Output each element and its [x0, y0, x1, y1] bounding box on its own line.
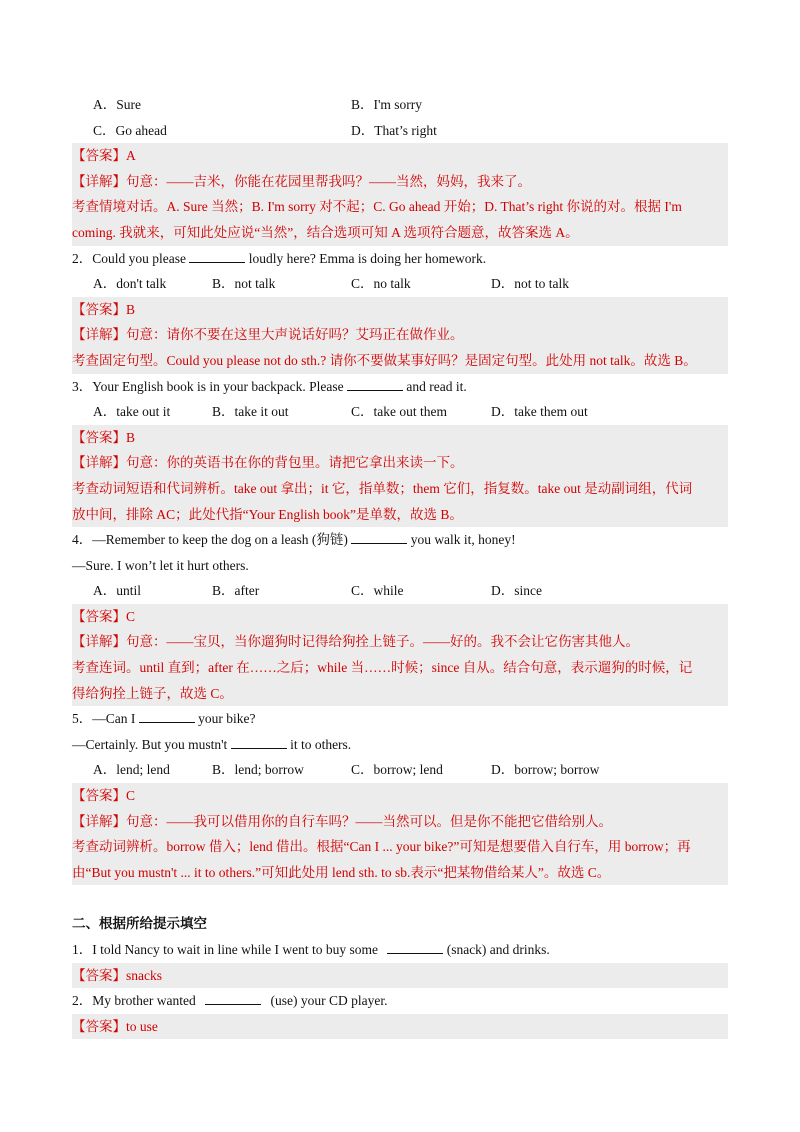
detail-line: 【详解】句意：请你不要在这里大声说话好吗？艾玛正在做作业。 — [72, 322, 728, 348]
stem-text: —Certainly. But you mustn't — [72, 736, 228, 752]
answer-line: 【答案】B — [72, 425, 728, 451]
answer-line: 【答案】A — [72, 143, 728, 169]
detail-line: 考查动词短语和代词辨析。take out 拿出；it 它，指单数；them 它们，指复数。take out 是动副词组，代词 — [72, 476, 728, 502]
question-stem — [72, 988, 728, 1014]
stem-text: loudly here? Emma is doing her homework. — [248, 250, 487, 266]
stem-text: 3．Your English book is in your backpack. Please — [72, 378, 344, 394]
stem-text: 2．My brother wanted — [72, 993, 196, 1009]
options-row — [72, 757, 728, 783]
option-a: A．lend; lend — [93, 762, 170, 778]
answer-line: 【答案】B — [72, 297, 728, 323]
option-b: B．take it out — [212, 404, 289, 420]
detail-line: coming. 我就来，可知此处应说“当然”，结合选项可知 A 选项符合题意，故答案选 A。 — [72, 220, 728, 246]
option-d: D．since — [491, 583, 542, 599]
option-d: D．not to talk — [491, 276, 569, 292]
detail-line: 考查连词。until 直到；after 在……之后；while 当……时候；since 自从。结合句意，表示遛狗的时候，记 — [72, 655, 728, 681]
stem-text: 4．—Remember to keep the dog on a leash (狗链) — [72, 532, 348, 548]
option-c: C．Go ahead — [93, 122, 167, 138]
detail-line: 放中间，排除 AC；此处代指“Your English book”是单数，故选 B。 — [72, 502, 728, 528]
option-b: B．not talk — [212, 276, 276, 292]
answer-blank — [231, 736, 287, 749]
answer-line: 【答案】to use — [72, 1014, 728, 1040]
answer-blank — [387, 941, 443, 954]
answer-blank — [139, 710, 195, 723]
answer-line: 【答案】snacks — [72, 963, 728, 989]
stem-text: 2．Could you please — [72, 250, 186, 266]
worksheet — [72, 92, 728, 1039]
detail-line: 得给狗拴上链子，故选 C。 — [72, 681, 728, 707]
stem-text: your bike? — [198, 711, 256, 727]
question-stem — [72, 706, 728, 732]
question-stem — [72, 527, 728, 553]
option-b: B．after — [212, 583, 260, 599]
question-stem — [72, 246, 728, 272]
detail-line: 【详解】句意：你的英语书在你的背包里。请把它拿出来读一下。 — [72, 450, 728, 476]
option-a: A．don't talk — [93, 276, 167, 292]
stem-text: you walk it, honey! — [410, 532, 516, 548]
option-c: C．while — [351, 583, 404, 599]
question-line — [72, 732, 728, 758]
answer-blank — [205, 992, 261, 1005]
detail-line: 由“But you mustn't ... it to others.”可知此处用 lend sth. to sb.表示“把某物借给某人”。故选 C。 — [72, 860, 728, 886]
options-row — [72, 271, 728, 297]
stem-text: 5．—Can I — [72, 711, 136, 727]
detail-line: 【详解】句意：——吉米，你能在花园里帮我吗？——当然，妈妈，我来了。 — [72, 169, 728, 195]
option-a: A．Sure — [93, 97, 141, 112]
options-row — [72, 399, 728, 425]
option-c: C．borrow; lend — [351, 762, 443, 778]
options-row — [72, 92, 728, 118]
stem-text: 1．I told Nancy to wait in line while I went to buy some — [72, 942, 378, 957]
detail-line: 【详解】句意：——我可以借用你的自行车吗？——当然可以。但是你不能把它借给别人。 — [72, 809, 728, 835]
option-d: D．That’s right — [351, 122, 437, 138]
detail-line: 考查动词辨析。borrow 借入；lend 借出。根据“Can I ... your bike?”可知是想要借入自行车，用 borrow；再 — [72, 834, 728, 860]
options-row — [72, 118, 728, 144]
option-a: A．take out it — [93, 404, 171, 420]
question-stem — [72, 937, 728, 963]
question-line: —Sure. I won’t let it hurt others. — [72, 557, 249, 573]
option-b: B．lend; borrow — [212, 762, 304, 778]
option-c: C．take out them — [351, 404, 447, 420]
options-row — [72, 578, 728, 604]
answer-line: 【答案】C — [72, 783, 728, 809]
detail-line: 【详解】句意：——宝贝，当你遛狗时记得给狗拴上链子。——好的。我不会让它伤害其他人。 — [72, 629, 728, 655]
question-stem — [72, 374, 728, 400]
option-a: A．until — [93, 583, 142, 599]
option-d: D．take them out — [491, 404, 588, 420]
answer-blank — [347, 378, 403, 391]
stem-text: (snack) and drinks. — [446, 942, 550, 957]
answer-blank — [351, 531, 407, 544]
option-d: D．borrow; borrow — [491, 762, 600, 778]
answer-line: 【答案】C — [72, 604, 728, 630]
section-title: 二、根据所给提示填空 — [72, 916, 207, 932]
answer-blank — [189, 250, 245, 263]
detail-line: 考查固定句型。Could you please not do sth.? 请你不要做某事好吗？是固定句型。此处用 not talk。故选 B。 — [72, 348, 728, 374]
option-c: C．no talk — [351, 276, 411, 292]
stem-text: it to others. — [290, 736, 352, 752]
option-b: B．I'm sorry — [351, 97, 423, 112]
stem-text: and read it. — [406, 378, 467, 394]
detail-line: 考查情境对话。A. Sure 当然；B. I'm sorry 对不起；C. Go ahead 开始；D. That’s right 你说的对。根据 I'm — [72, 194, 728, 220]
stem-text: (use) your CD player. — [270, 993, 388, 1009]
